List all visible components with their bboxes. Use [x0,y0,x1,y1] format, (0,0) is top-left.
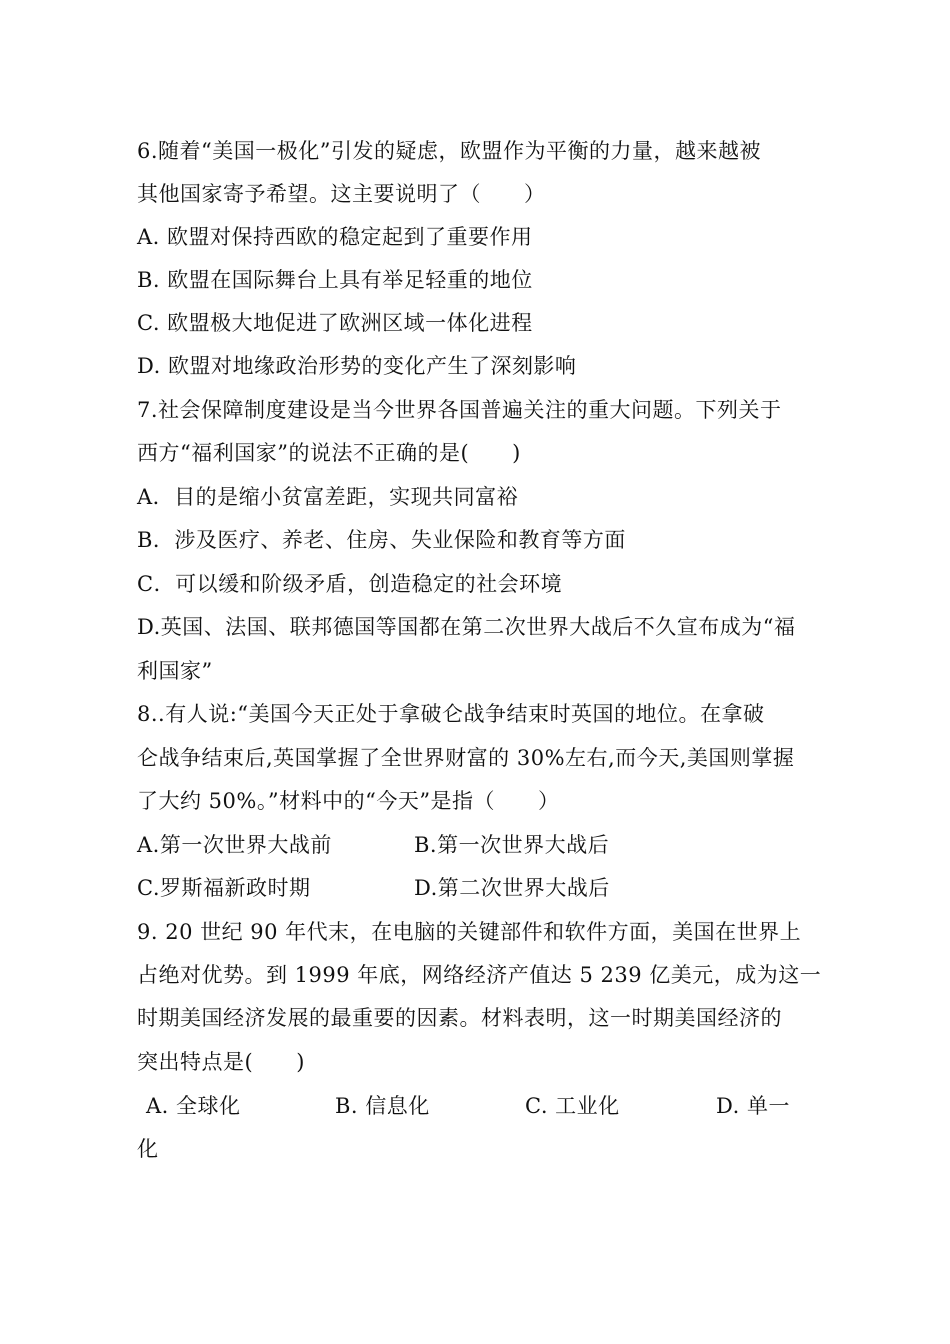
question-9-option-a: A. 全球化 [146,1094,241,1118]
question-7-option-d-line-2: 利国家” [137,659,213,683]
question-6-stem-line-1: 6.随着“美国一极化”引发的疑虑，欧盟作为平衡的力量，越来越被 [137,139,762,163]
question-8-stem-line-1: 8..有人说:“美国今天正处于拿破仑战争结束时英国的地位。在拿破 [137,702,765,726]
question-7-option-d-line-1: D.英国、法国、联邦德国等国都在第二次世界大战后不久宣布成为“福 [137,615,796,639]
question-9-stem-line-3: 时期美国经济发展的最重要的因素。材料表明，这一时期美国经济的 [137,1006,782,1030]
question-7-option-c: C．可以缓和阶级矛盾，创造稳定的社会环境 [137,572,563,596]
question-9-stem-line-4: 突出特点是( ) [137,1050,305,1074]
question-8-option-d: D.第二次世界大战后 [414,876,610,900]
question-6-option-a: A. 欧盟对保持西欧的稳定起到了重要作用 [137,225,533,249]
question-6-option-b: B. 欧盟在国际舞台上具有举足轻重的地位 [137,268,533,292]
question-6-stem-line-2: 其他国家寄予希望。这主要说明了（ ） [137,182,546,206]
question-6-option-d: D. 欧盟对地缘政治形势的变化产生了深刻影响 [137,354,577,378]
question-8-option-c: C.罗斯福新政时期 [137,876,311,900]
question-9-option-b: B. 信息化 [335,1094,430,1118]
question-7-stem-line-1: 7.社会保障制度建设是当今世界各国普遍关注的重大问题。下列关于 [137,398,782,422]
question-8-stem-line-2: 仑战争结束后,英国掌握了全世界财富的 30%左右,而今天,美国则掌握 [137,746,795,770]
question-9-stem-line-1: 9. 20 世纪 90 年代末，在电脑的关键部件和软件方面，美国在世界上 [137,920,802,944]
question-7-option-b: B．涉及医疗、养老、住房、失业保险和教育等方面 [137,528,626,552]
question-7-option-a: A．目的是缩小贫富差距，实现共同富裕 [137,485,519,509]
question-6-option-c: C. 欧盟极大地促进了欧洲区域一体化进程 [137,311,533,335]
question-9-option-d: D. 单一 [716,1094,790,1118]
question-8-stem-line-3: 了大约 50%。”材料中的“今天”是指（ ） [137,789,560,813]
question-7-stem-line-2: 西方“福利国家”的说法不正确的是( ) [137,441,521,465]
question-9-option-c: C. 工业化 [525,1094,620,1118]
question-9-option-d-wrap: 化 [137,1137,159,1161]
question-9-stem-line-2: 占绝对优势。到 1999 年底，网络经济产值达 5 239 亿美元，成为这一 [137,963,822,987]
question-8-option-a: A.第一次世界大战前 [137,833,332,857]
question-8-option-b: B.第一次世界大战后 [414,833,610,857]
